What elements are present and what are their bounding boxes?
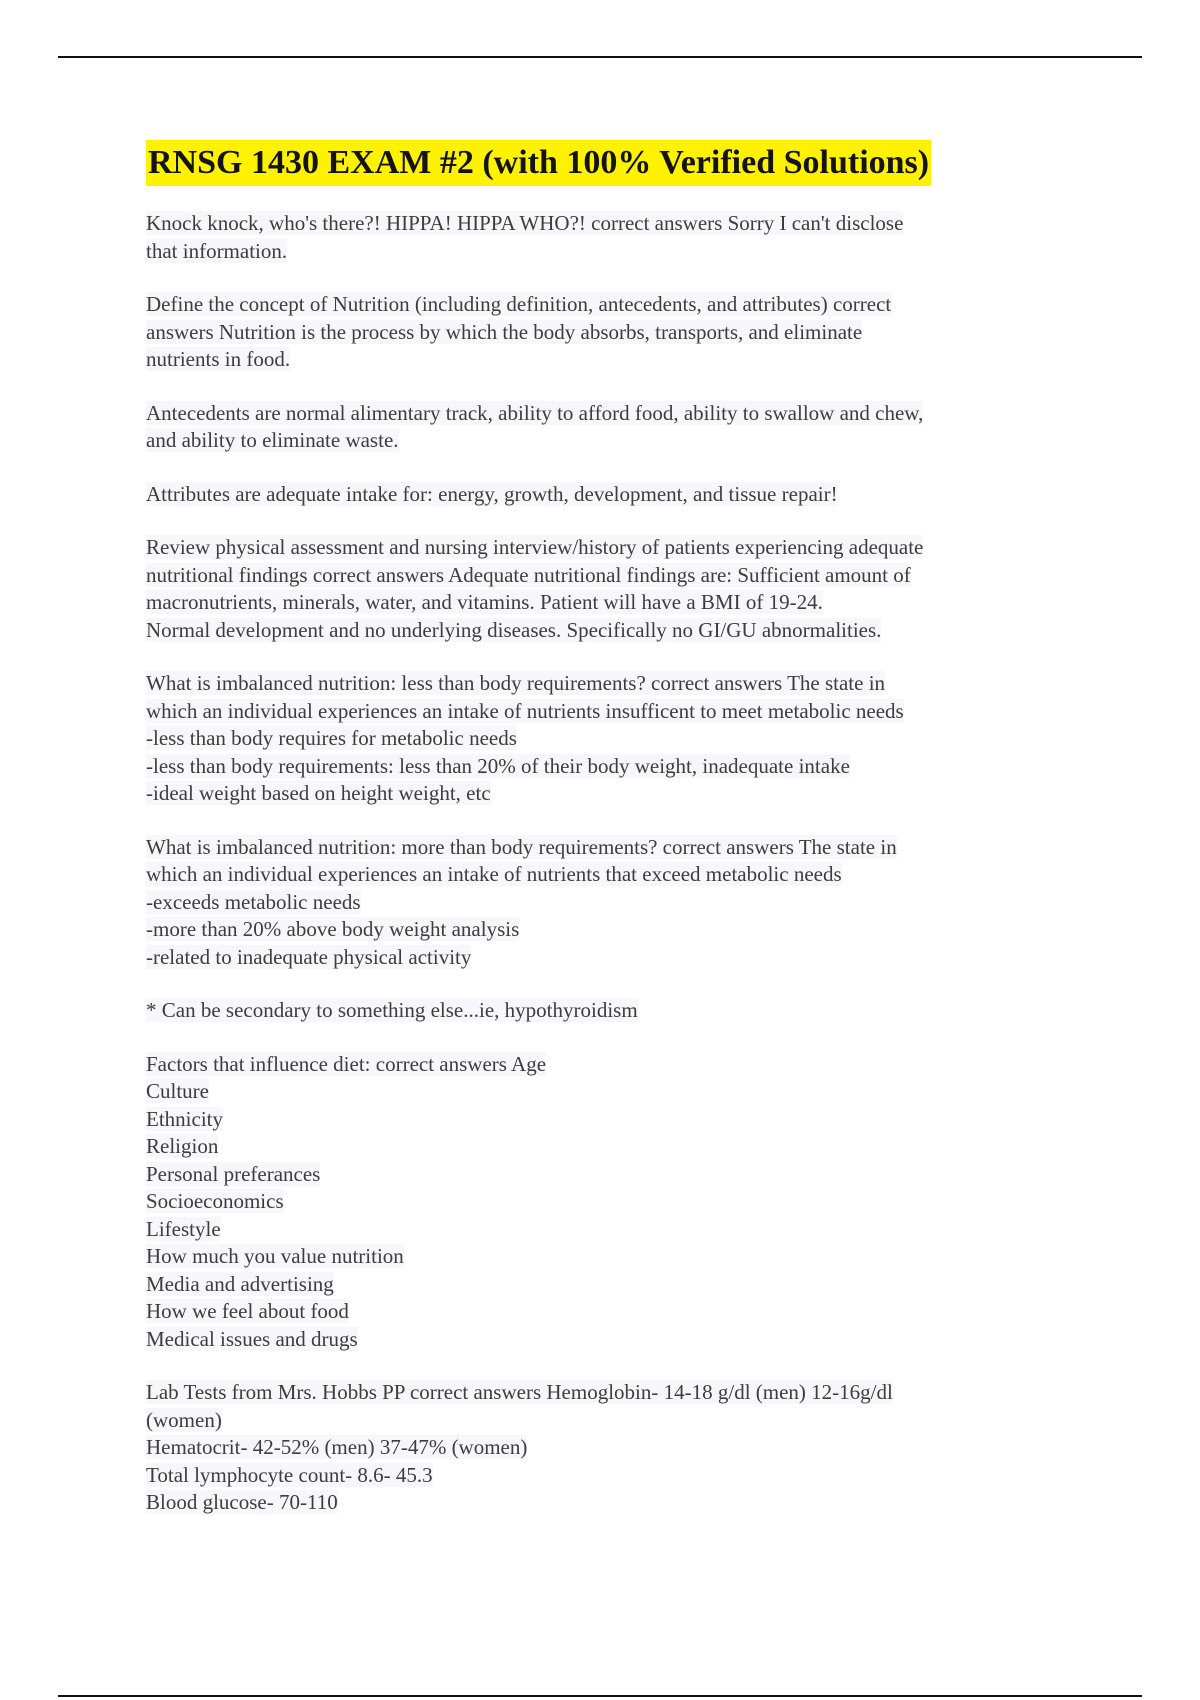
qa-paragraph	[146, 834, 1066, 972]
text-line	[146, 753, 1066, 781]
text-line-content: nutritional findings correct answers Adequate nutritional findings are: Sufficient amount of	[146, 562, 911, 587]
document-body	[146, 140, 1066, 1517]
title-wrap	[146, 140, 1066, 186]
text-line	[146, 589, 1066, 617]
text-line-content: Ethnicity	[146, 1106, 223, 1131]
text-line-content: -more than 20% above body weight analysis	[146, 917, 520, 941]
text-line-content: What is imbalanced nutrition: more than body requirements? correct answers The state in	[146, 834, 897, 859]
text-line-content: Define the concept of Nutrition (including definition, antecedents, and attributes) correct	[146, 292, 892, 316]
text-line	[146, 834, 1066, 862]
text-line-content: Review physical assessment and nursing interview/history of patients experiencing adequate	[146, 535, 924, 559]
text-line-content: that information.	[146, 238, 288, 263]
text-line	[146, 1298, 1066, 1326]
text-line-content: Attributes are adequate intake for: energy, growth, development, and tissue repair!	[146, 481, 838, 506]
text-line	[146, 291, 1066, 319]
text-line	[146, 1407, 1066, 1435]
text-line	[146, 1462, 1066, 1490]
text-line	[146, 1326, 1066, 1354]
text-line	[146, 238, 1066, 266]
text-line	[146, 1161, 1066, 1189]
text-line	[146, 1243, 1066, 1271]
text-line	[146, 1078, 1066, 1106]
text-line-content: * Can be secondary to something else...ie, hypothyroidism	[146, 998, 638, 1022]
text-line	[146, 1489, 1066, 1517]
text-line-content: (women)	[146, 1407, 222, 1432]
qa-paragraph	[146, 1051, 1066, 1354]
text-line	[146, 944, 1066, 972]
text-line	[146, 1051, 1066, 1079]
text-line-content: Normal development and no underlying diseases. Specifically no GI/GU abnormalities.	[146, 617, 882, 642]
text-line	[146, 481, 1066, 509]
bottom-rule	[58, 1695, 1142, 1697]
text-line-content: Knock knock, who's there?! HIPPA! HIPPA WHO?! correct answers Sorry I can't disclose	[146, 211, 904, 235]
text-line-content: macronutrients, minerals, water, and vitamins. Patient will have a BMI of 19-24.	[146, 590, 823, 614]
qa-paragraph	[146, 534, 1066, 644]
text-line-content: -exceeds metabolic needs	[146, 889, 361, 914]
qa-paragraph	[146, 997, 1066, 1025]
text-line	[146, 617, 1066, 645]
text-line-content: -ideal weight based on height weight, etc	[146, 781, 491, 805]
text-line-content: Medical issues and drugs	[146, 1326, 358, 1351]
qa-paragraph	[146, 670, 1066, 808]
text-line	[146, 1434, 1066, 1462]
qa-paragraph	[146, 400, 1066, 455]
text-line	[146, 916, 1066, 944]
text-line	[146, 427, 1066, 455]
document-title: RNSG 1430 EXAM #2 (with 100% Verified Solutions)	[146, 140, 931, 186]
text-line-content: Socioeconomics	[146, 1189, 284, 1213]
text-line-content: Total lymphocyte count- 8.6- 45.3	[146, 1462, 433, 1487]
text-line	[146, 861, 1066, 889]
text-line-content: How we feel about food	[146, 1299, 349, 1323]
paragraph-list	[146, 210, 1066, 1517]
text-line-content: Personal preferances	[146, 1161, 321, 1186]
qa-paragraph	[146, 291, 1066, 374]
text-line-content: Lifestyle	[146, 1216, 221, 1241]
text-line	[146, 1271, 1066, 1299]
text-line-content: -related to inadequate physical activity	[146, 944, 472, 969]
text-line	[146, 1379, 1066, 1407]
text-line-content: -less than body requires for metabolic needs	[146, 726, 517, 750]
text-line-content: answers Nutrition is the process by which the body absorbs, transports, and eliminate	[146, 319, 863, 344]
text-line-content: Factors that influence diet: correct answers Age	[146, 1051, 547, 1076]
text-line	[146, 698, 1066, 726]
text-line	[146, 400, 1066, 428]
text-line	[146, 1216, 1066, 1244]
text-line	[146, 997, 1066, 1025]
qa-paragraph	[146, 210, 1066, 265]
text-line	[146, 346, 1066, 374]
text-line-content: Hematocrit- 42-52% (men) 37-47% (women)	[146, 1435, 528, 1459]
text-line	[146, 534, 1066, 562]
text-line-content: How much you value nutrition	[146, 1244, 404, 1268]
text-line-content: What is imbalanced nutrition: less than body requirements? correct answers The state in	[146, 671, 886, 695]
text-line	[146, 780, 1066, 808]
qa-paragraph	[146, 481, 1066, 509]
text-line	[146, 210, 1066, 238]
text-line-content: which an individual experiences an intake of nutrients insufficent to meet metabolic needs	[146, 698, 904, 723]
text-line-content: Antecedents are normal alimentary track, ability to afford food, ability to swallow and chew,	[146, 400, 924, 425]
text-line-content: nutrients in food.	[146, 347, 291, 371]
text-line	[146, 889, 1066, 917]
text-line-content: which an individual experiences an intake of nutrients that exceed metabolic needs	[146, 862, 842, 886]
text-line-content: Blood glucose- 70-110	[146, 1490, 338, 1514]
text-line	[146, 1133, 1066, 1161]
text-line	[146, 670, 1066, 698]
text-line	[146, 562, 1066, 590]
text-line	[146, 319, 1066, 347]
qa-paragraph	[146, 1379, 1066, 1517]
text-line-content: Lab Tests from Mrs. Hobbs PP correct answers Hemoglobin- 14-18 g/dl (men) 12-16g/dl	[146, 1380, 893, 1404]
text-line-content: and ability to eliminate waste.	[146, 428, 399, 452]
text-line-content: Media and advertising	[146, 1271, 334, 1296]
text-line	[146, 725, 1066, 753]
text-line-content: Religion	[146, 1134, 219, 1158]
top-rule	[58, 56, 1142, 58]
text-line-content: -less than body requirements: less than 20% of their body weight, inadequate intake	[146, 753, 850, 778]
text-line	[146, 1188, 1066, 1216]
text-line	[146, 1106, 1066, 1134]
text-line-content: Culture	[146, 1079, 209, 1103]
